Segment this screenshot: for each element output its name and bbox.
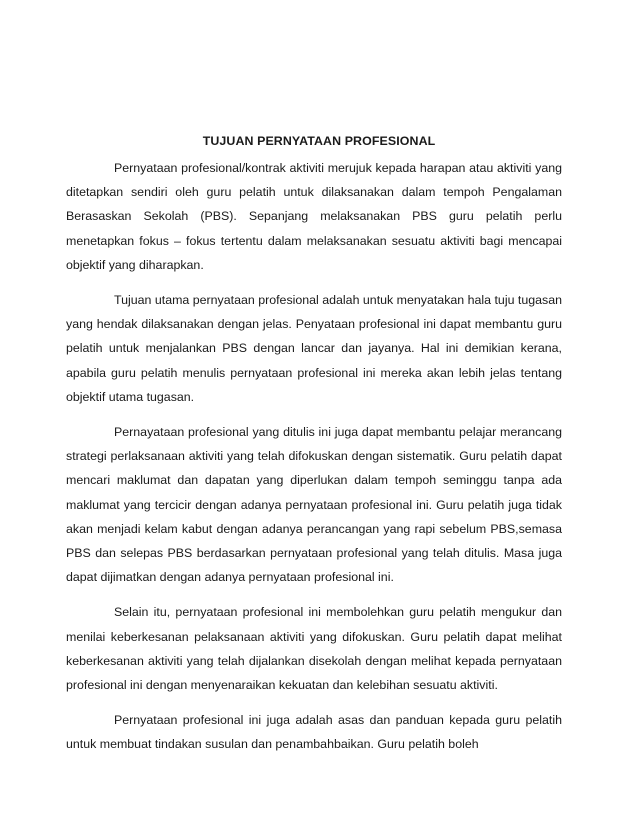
- paragraph-2: Tujuan utama pernyataan profesional adalah untuk menyatakan hala tuju tugasan yang hendak dilaksanakan dengan jelas. Penyataan profesional ini dapat membantu guru pelatih untuk menjalankan PBS dengan lancar dan jayanya. Hal ini demikian kerana, apabila guru pelatih menulis pernyataan profesional ini mereka akan lebih jelas tentang objektif utama tugasan.: [66, 293, 562, 404]
- document-body: [66, 156, 562, 768]
- paragraph-3: Pernayataan profesional yang ditulis ini juga dapat membantu pelajar merancang strategi perlaksanaan aktiviti yang telah difokuskan dengan sistematik. Guru pelatih dapat mencari maklumat dan dapatan yang diperlukan dalam tempoh seminggu tanpa ada maklumat yang tercicir dengan adanya pernyataan profesional ini. Guru pelatih juga tidak akan menjadi kelam kabut dengan adanya perancangan yang rapi sebelum PBS,semasa PBS dan selepas PBS berdasarkan pernyataan profesional yang telah ditulis. Masa juga dapat dijimatkan dengan adanya pernyataan profesional ini.: [66, 425, 562, 585]
- paragraph-1: Pernyataan profesional/kontrak aktiviti merujuk kepada harapan atau aktiviti yang ditetapkan sendiri oleh guru pelatih untuk dilaksanakan dalam tempoh Pengalaman Berasaskan Sekolah (PBS). Sepanjang melaksanakan PBS guru pelatih perlu menetapkan fokus – fokus tertentu dalam melaksanakan sesuatu aktiviti bagi mencapai objektif yang diharapkan.: [66, 161, 562, 272]
- paragraph-4: Selain itu, pernyataan profesional ini membolehkan guru pelatih mengukur dan menilai keberkesanan pelaksanaan aktiviti yang difokuskan. Guru pelatih dapat melihat keberkesanan aktiviti yang telah dijalankan disekolah dengan melihat kepada pernyataan profesional ini dengan menyenaraikan kekuatan dan kelebihan sesuatu aktiviti.: [66, 605, 562, 693]
- document-title: TUJUAN PERNYATAAN PROFESIONAL: [202, 134, 436, 148]
- paragraph-5: Pernyataan profesional ini juga adalah asas dan panduan kepada guru pelatih untuk membuat tindakan susulan dan penambahbaikan. Guru pelatih boleh: [66, 713, 562, 752]
